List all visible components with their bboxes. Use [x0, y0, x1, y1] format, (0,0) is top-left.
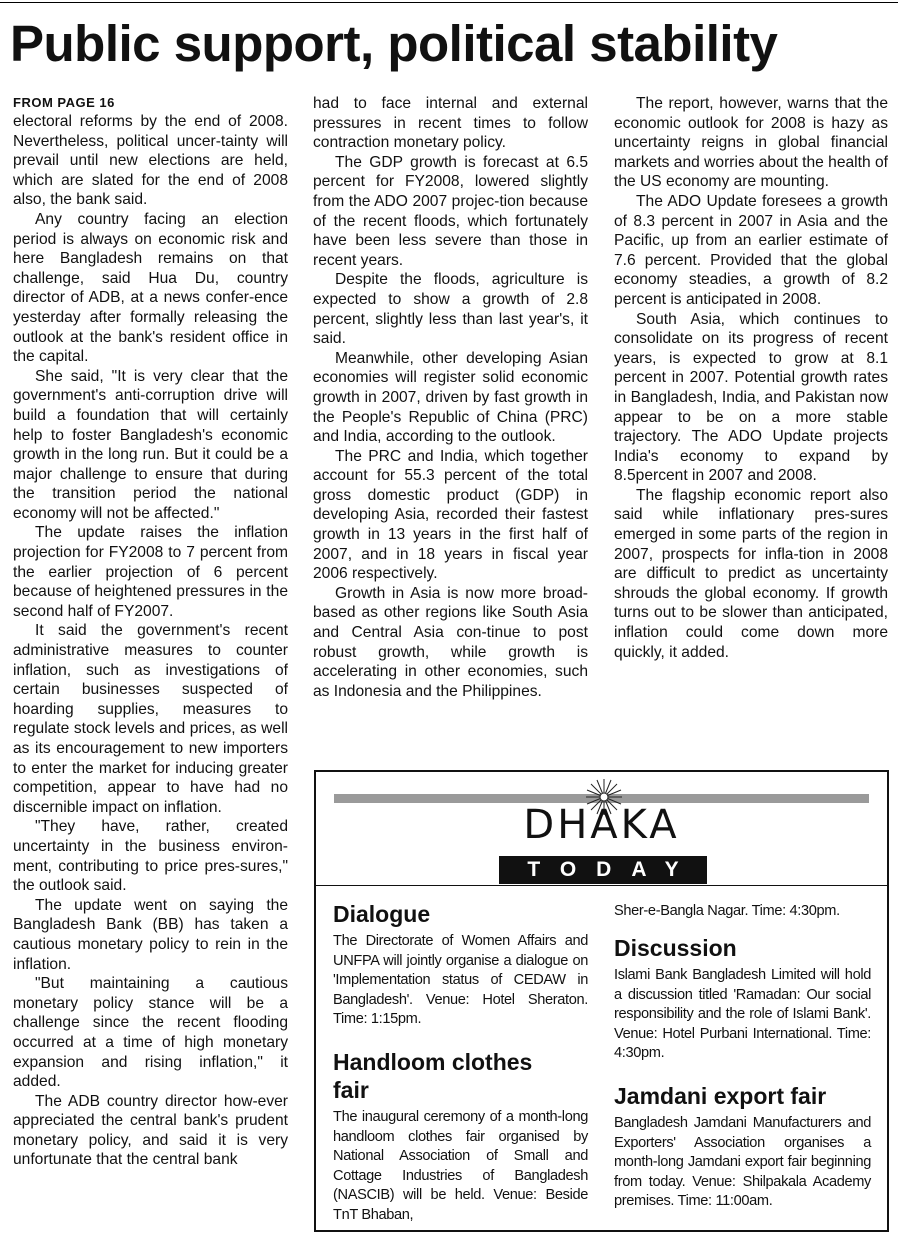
paragraph: Meanwhile, other developing Asian economies will register solid economic growth in 2007, driven by fast growth in the People's Republic of China (PRC) and India, according to the outlook.	[313, 349, 588, 446]
paragraph: She said, "It is very clear that the government's anti-corruption drive will build a foundation that will certainly help to foster Bangladesh's economic growth in the long run. But it could be a major challenge to ensure that during the transition period the national economy will not be affected."	[13, 367, 288, 522]
event-body: The Directorate of Women Affairs and UNFPA will jointly organise a dialogue on 'Implementation status of CEDAW in Bangladesh'. Venue: Hotel Sheraton. Time: 1:15pm.	[333, 933, 588, 1028]
paragraph: The PRC and India, which together account for 55.3 percent of the total gross domestic product (GDP) in developing Asia, recorded their fastest growth in 13 years in the first half of 2007, and in 18 years in fiscal year 2006 respectively.	[313, 447, 588, 583]
paragraph: "They have, rather, created uncertainty in the business environ-ment, contributing to price pres-sures," the outlook said.	[13, 818, 288, 895]
paragraph: Growth in Asia is now more broad-based as other regions like South Asia and Central Asia con-tinue to post robust growth, while growth is accelerating in other economies, such as Indonesia and the Philippines.	[313, 584, 588, 700]
paragraph: electoral reforms by the end of 2008. Nevertheless, political uncer-tainty will prevail until new elections are held, which are slated for the end of 2008 also, the bank said.	[13, 113, 288, 209]
dhaka-today-box	[314, 770, 889, 1232]
paragraph: "But maintaining a cautious monetary policy stance will be a challenge since the recent flooding occurred at a time of high monetary expansion and rising inflation," it added.	[13, 975, 288, 1091]
event-title: Handloom clothes fair	[333, 1049, 533, 1103]
event-body: Bangladesh Jamdani Manufacturers and Exporters' Association organises a month-long Jamdani export fair beginning from today. Venue: Shilpakala Academy premises. Time: 11:00am.	[614, 1115, 871, 1210]
paragraph: The update went on saying the Bangladesh Bank (BB) has taken a cautious monetary policy to rein in the inflation.	[13, 896, 288, 973]
event-title: Jamdani export fair	[614, 1083, 827, 1109]
article-column-2	[313, 94, 588, 701]
kicker: FROM PAGE 16	[13, 95, 115, 110]
paragraph: The ADO Update foresees a growth of 8.3 percent in 2007 in Asia and the Pacific, up from an earlier estimate of 7.6 percent. Provided that the global economy steadies, a growth of 8.2 percent is anticipated in 2008.	[614, 192, 888, 308]
event-body: Islami Bank Bangladesh Limited will hold a discussion titled 'Ramadan: Our social responsibility and the role of Islami Bank'. Venue: Hotel Purbani International. Time: 4:30pm.	[614, 967, 871, 1062]
paragraph: The report, however, warns that the economic outlook for 2008 is hazy as uncertainty reigns in global financial markets and worries about the health of the US economy are mounting.	[614, 95, 888, 191]
paragraph: It said the government's recent administrative measures to counter inflation, such as investigations of certain businesses suspected of hoarding supplies, measures to regulate stock levels and prices, as well as its encouragement to new importers to enter the market for inducing greater competition, appear to have had no discernible impact on inflation.	[13, 622, 288, 816]
box-divider	[316, 885, 887, 886]
event-discussion	[614, 934, 871, 1064]
event-handloom	[333, 1048, 588, 1226]
paragraph: The flagship economic report also said while inflationary pres-sures emerged in some parts of the region in 2007, prospects for infla-tion in 2008 are difficult to predict as uncertainty shrouds the global economy. If growth turns out to be slower than anticipated, inflation could come down more quickly, it added.	[614, 486, 888, 661]
event-body: The inaugural ceremony of a month-long handloom clothes fair organised by National Association of Small and Cottage Industries of Bangladesh (NASCIB) will be held. Venue: Beside TnT Bhaban,	[333, 1109, 588, 1223]
event-title: Dialogue	[333, 901, 431, 927]
event-dialogue	[333, 900, 588, 1030]
article-column-1	[13, 94, 288, 1170]
event-handloom-continued	[614, 902, 871, 922]
paragraph: The update raises the inflation projection for FY2008 to 7 percent from the earlier projection of 6 percent because of heightened pressures in the second half of FY2007.	[13, 524, 288, 620]
event-title: Discussion	[614, 935, 737, 961]
article-column-3	[614, 94, 888, 662]
event-body: Sher-e-Bangla Nagar. Time: 4:30pm.	[614, 903, 840, 919]
top-rule	[0, 2, 898, 3]
dhaka-logo: DHAKA	[523, 802, 680, 848]
today-banner: TODAY	[499, 856, 707, 884]
event-jamdani	[614, 1082, 871, 1212]
paragraph: had to face internal and external pressures in recent times to follow contraction monetary policy.	[313, 95, 588, 152]
paragraph: Despite the floods, agriculture is expected to show a growth of 2.8 percent, slightly less than last year's, it said.	[313, 271, 588, 348]
paragraph: The ADB country director how-ever appreciated the central bank's prudent monetary policy, and said it is very unfortunate that the central bank	[13, 1092, 288, 1169]
paragraph: Any country facing an election period is always on economic risk and here Bangladesh remains on that challenge, said Hua Du, country director of ADB, at a news confer-ence yesterday after formally releasing the outlook at the bank's resident office in the capital.	[13, 210, 288, 366]
headline: Public support, political stability	[10, 15, 778, 72]
paragraph: The GDP growth is forecast at 6.5 percent for FY2008, lowered slightly from the ADO 2007 projec-tion because of the recent floods, which fortunately have been less severe than those in recent years.	[313, 153, 588, 269]
paragraph: South Asia, which continues to consolidate on its progress of recent years, is expected to grow at 8.1 percent in 2007. Potential growth rates in Bangladesh, India, and Pakistan now appear to be on a more stable trajectory. The ADO Update projects India's economy to expand by 8.5percent in 2007 and 2008.	[614, 310, 888, 485]
